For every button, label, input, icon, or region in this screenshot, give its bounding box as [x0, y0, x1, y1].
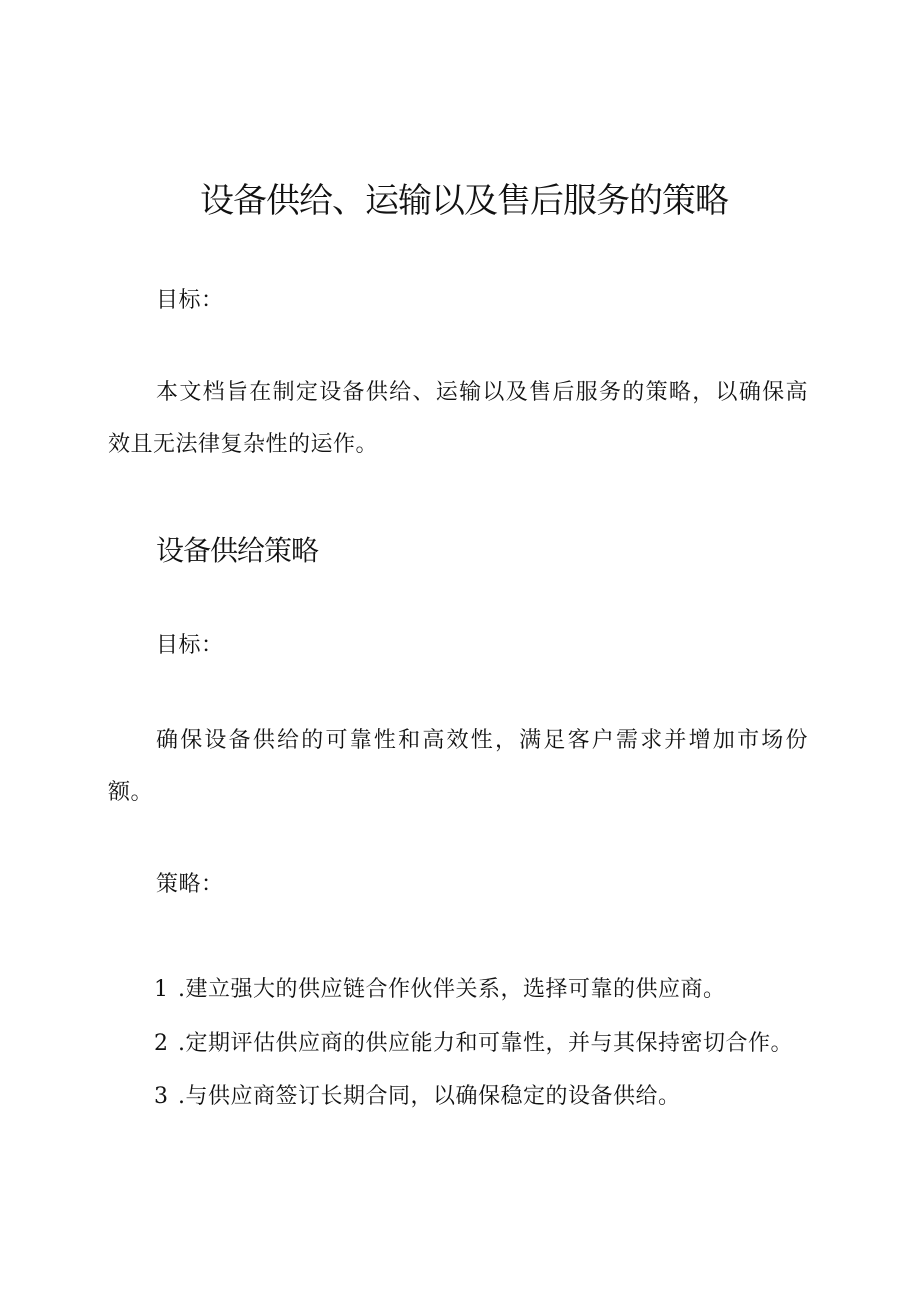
intro-goal-label: 目标： — [156, 288, 224, 313]
document-title: 设备供给、运输以及售后服务的策略 — [200, 181, 728, 221]
strategy-label: 策略： — [156, 872, 224, 897]
list-item — [154, 1029, 793, 1059]
list-item-number: 2 — [154, 1031, 169, 1056]
list-item-text: .定期评估供应商的供应能力和可靠性，并与其保持密切合作。 — [178, 1031, 793, 1056]
intro-paragraph: 本文档旨在制定设备供给、运输以及售后服务的策略，以确保高效且无法律复杂性的运作。 — [108, 380, 808, 457]
list-item — [154, 975, 726, 1005]
section-goal-paragraph: 确保设备供给的可靠性和高效性，满足客户需求并增加市场份额。 — [108, 728, 808, 805]
list-item-text: .与供应商签订长期合同，以确保稳定的设备供给。 — [178, 1084, 681, 1109]
section-goal-label: 目标： — [156, 633, 224, 658]
list-item — [154, 1082, 681, 1112]
section-heading: 设备供给策略 — [156, 534, 319, 567]
list-item-number: 1 — [154, 977, 169, 1002]
list-item-number: 3 — [154, 1084, 169, 1109]
list-item-text: .建立强大的供应链合作伙伴关系，选择可靠的供应商。 — [178, 977, 726, 1002]
